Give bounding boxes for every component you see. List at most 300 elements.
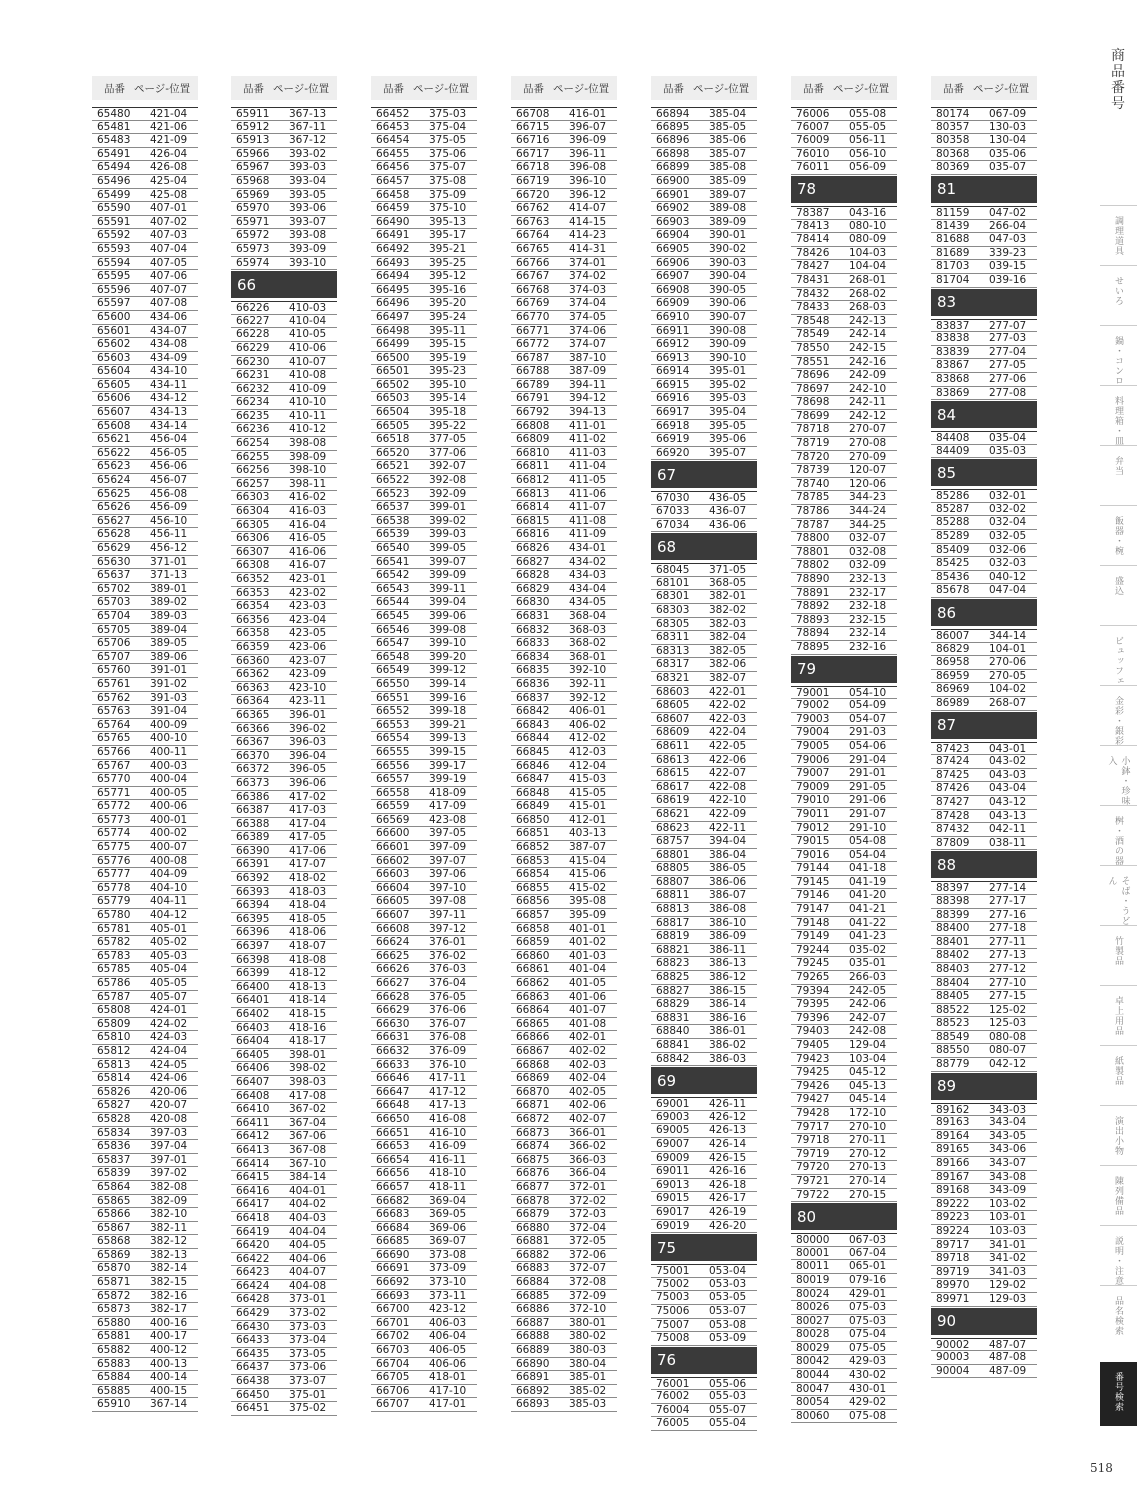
index-row — [511, 1004, 617, 1018]
page-position: 366-01 — [569, 1126, 607, 1139]
page-position: 434-14 — [150, 419, 188, 432]
item-code: 66428 — [236, 1293, 270, 1306]
page-position: 414-15 — [569, 215, 607, 228]
index-row — [371, 121, 477, 135]
index-row — [791, 641, 897, 655]
side-tab[interactable] — [1100, 565, 1137, 626]
item-code: 68317 — [656, 658, 690, 671]
page-position: 421-04 — [150, 108, 188, 120]
page-position: 373-08 — [429, 1248, 467, 1261]
item-code: 66918 — [656, 419, 690, 432]
page-position: 266-03 — [849, 971, 887, 984]
index-row — [931, 530, 1037, 544]
page-position: 382-10 — [150, 1208, 188, 1221]
item-code: 66646 — [376, 1072, 410, 1085]
page-position: 270-11 — [849, 1134, 887, 1147]
index-row — [511, 433, 617, 447]
index-row — [92, 1290, 198, 1304]
index-row — [511, 895, 617, 909]
page-position: 270-14 — [849, 1174, 887, 1187]
item-code: 80174 — [936, 108, 970, 120]
index-row — [371, 1195, 477, 1209]
item-code: 68617 — [656, 780, 690, 793]
item-code: 65969 — [236, 188, 270, 201]
item-code: 65865 — [97, 1194, 131, 1207]
page-position: 373-10 — [429, 1276, 467, 1289]
index-row — [371, 624, 477, 638]
index-row — [511, 827, 617, 841]
item-code: 65828 — [97, 1112, 131, 1125]
index-row — [931, 445, 1037, 459]
page-position: 417-03 — [289, 804, 327, 817]
side-tab[interactable] — [1100, 505, 1137, 566]
page-position: 426-19 — [709, 1205, 747, 1218]
index-row — [511, 1344, 617, 1358]
index-row — [371, 678, 477, 692]
index-row — [511, 1127, 617, 1141]
item-code: 66682 — [376, 1194, 410, 1207]
item-code: 66503 — [376, 392, 410, 405]
item-code: 85287 — [936, 502, 970, 515]
index-row — [511, 692, 617, 706]
index-row — [511, 284, 617, 298]
index-row — [371, 583, 477, 597]
item-code: 66236 — [236, 423, 270, 436]
index-row — [371, 1276, 477, 1290]
page-position: 395-05 — [709, 419, 747, 432]
page-position: 395-14 — [429, 392, 467, 405]
side-tab[interactable] — [1100, 1105, 1137, 1166]
index-row — [791, 740, 897, 754]
index-row — [931, 247, 1037, 261]
side-tab[interactable] — [1100, 985, 1137, 1046]
index-row — [651, 1305, 757, 1319]
index-row — [791, 519, 897, 533]
index-row — [651, 379, 757, 393]
index-row — [931, 755, 1037, 769]
index-row — [231, 627, 337, 641]
side-tab[interactable] — [1100, 385, 1137, 446]
item-code: 66877 — [516, 1180, 550, 1193]
item-code: 65483 — [97, 134, 131, 147]
item-code: 66842 — [516, 705, 550, 718]
item-code: 68611 — [656, 739, 690, 752]
index-row — [371, 841, 477, 855]
index-row — [371, 488, 477, 502]
item-code: 68311 — [656, 631, 690, 644]
page-position: 270-06 — [989, 656, 1027, 669]
page-position: 054-10 — [849, 686, 887, 699]
index-row — [931, 643, 1037, 657]
side-tab[interactable] — [1100, 1225, 1137, 1286]
item-code: 66399 — [236, 967, 270, 980]
index-row — [791, 1355, 897, 1369]
item-code: 65590 — [97, 202, 131, 215]
page-position: 407-02 — [150, 215, 188, 228]
item-code: 79012 — [796, 821, 830, 834]
index-row — [231, 1049, 337, 1063]
index-row — [92, 1140, 198, 1154]
side-tab[interactable] — [1100, 925, 1137, 986]
page-position: 372-01 — [569, 1180, 607, 1193]
page-position: 372-04 — [569, 1221, 607, 1234]
page-position: 415-01 — [569, 800, 607, 813]
page-position: 423-03 — [289, 600, 327, 613]
index-row — [371, 1398, 477, 1412]
page-position: 391-01 — [150, 664, 188, 677]
item-code: 65774 — [97, 827, 131, 840]
page-position: 397-06 — [429, 868, 467, 881]
page-position: 407-04 — [150, 242, 188, 255]
index-row — [371, 284, 477, 298]
index-row — [92, 257, 198, 271]
index-row — [511, 719, 617, 733]
index-row — [371, 1344, 477, 1358]
index-row — [231, 614, 337, 628]
index-row — [511, 474, 617, 488]
page-position: 232-15 — [849, 613, 887, 626]
header-code: 品番 — [943, 82, 964, 95]
item-code: 65593 — [97, 242, 131, 255]
item-code: 66396 — [236, 926, 270, 939]
page-position: 422-01 — [709, 685, 747, 698]
side-tab[interactable] — [1100, 265, 1137, 326]
item-code: 80019 — [796, 1273, 830, 1286]
page-position: 032-03 — [989, 557, 1027, 570]
index-row — [931, 1044, 1037, 1058]
index-row — [511, 1018, 617, 1032]
item-code: 66854 — [516, 868, 550, 881]
item-code: 65866 — [97, 1208, 131, 1221]
index-row — [92, 325, 198, 339]
page-position: 400-08 — [150, 854, 188, 867]
index-row — [511, 1276, 617, 1290]
index-row — [231, 1321, 337, 1335]
page-position: 376-04 — [429, 977, 467, 989]
page-position: 382-06 — [709, 658, 747, 671]
index-row — [931, 1239, 1037, 1253]
page-position: 385-09 — [709, 174, 747, 187]
item-code: 68811 — [656, 889, 690, 902]
item-code: 66391 — [236, 858, 270, 871]
index-row — [651, 944, 757, 958]
item-code: 66883 — [516, 1262, 550, 1275]
item-code: 78548 — [796, 314, 830, 327]
page-position: 436-06 — [709, 518, 747, 531]
page-position: 041-19 — [849, 875, 887, 888]
index-row — [511, 787, 617, 801]
page-position: 377-05 — [429, 433, 467, 446]
index-row — [92, 936, 198, 950]
item-code: 65600 — [97, 310, 131, 323]
page-position: 366-03 — [569, 1153, 607, 1166]
item-code: 80001 — [796, 1246, 830, 1259]
index-row — [92, 447, 198, 461]
item-code: 66816 — [516, 528, 550, 541]
item-code: 66411 — [236, 1116, 270, 1129]
item-code: 79147 — [796, 903, 830, 916]
index-row — [791, 206, 897, 220]
side-tab[interactable] — [1100, 745, 1137, 806]
group-heading: 85 — [931, 459, 1037, 486]
page-position: 395-02 — [709, 378, 747, 391]
index-row — [791, 573, 897, 587]
index-row — [511, 950, 617, 964]
page-position: 456-12 — [150, 542, 188, 554]
page-position: 397-04 — [150, 1140, 188, 1153]
index-row — [791, 627, 897, 641]
index-row — [651, 175, 757, 189]
page-position: 387-09 — [569, 365, 607, 378]
item-code: 66859 — [516, 936, 550, 949]
index-row — [231, 587, 337, 601]
item-code: 80024 — [796, 1287, 830, 1300]
item-code: 65761 — [97, 677, 131, 690]
page-position: 417-07 — [289, 858, 327, 871]
side-tab[interactable] — [1100, 625, 1137, 686]
page-position: 422-06 — [709, 753, 747, 766]
index-row — [931, 373, 1037, 387]
item-code: 81689 — [936, 246, 970, 259]
item-code: 65787 — [97, 990, 131, 1003]
item-code: 66420 — [236, 1239, 270, 1252]
item-code: 65627 — [97, 514, 131, 527]
side-tab[interactable] — [1100, 445, 1137, 506]
side-tab[interactable] — [1100, 205, 1137, 266]
index-row — [371, 1045, 477, 1059]
page-position: 411-02 — [569, 433, 607, 446]
item-code: 86007 — [936, 630, 970, 643]
page-position: 410-04 — [289, 314, 327, 327]
index-row — [231, 1266, 337, 1280]
page-position: 405-01 — [150, 922, 188, 935]
item-code: 68303 — [656, 604, 690, 616]
index-row — [92, 175, 198, 189]
item-code: 79144 — [796, 862, 830, 875]
index-row — [511, 1249, 617, 1263]
index-row — [511, 202, 617, 216]
item-code: 66814 — [516, 501, 550, 514]
page-position: 418-13 — [289, 980, 327, 993]
index-row — [92, 991, 198, 1005]
item-code: 86958 — [936, 656, 970, 669]
page-position: 232-16 — [849, 640, 887, 653]
item-code: 66896 — [656, 134, 690, 147]
item-code: 86829 — [936, 642, 970, 655]
page-position: 416-04 — [289, 518, 327, 531]
item-code: 90004 — [936, 1364, 970, 1377]
page-position: 382-05 — [709, 644, 747, 657]
index-row — [231, 641, 337, 655]
page-position: 041-20 — [849, 889, 887, 902]
item-code: 66607 — [376, 909, 410, 922]
page-position: 396-10 — [569, 174, 607, 187]
item-code: 65608 — [97, 419, 131, 432]
page-position: 047-02 — [989, 206, 1027, 219]
index-row — [511, 1290, 617, 1304]
index-row — [791, 1053, 897, 1067]
index-row — [371, 134, 477, 148]
item-code: 66429 — [236, 1307, 270, 1320]
page-position: 407-05 — [150, 256, 188, 269]
index-row — [931, 1225, 1037, 1239]
index-row — [651, 1390, 757, 1404]
page-position: 411-04 — [569, 460, 607, 473]
index-row — [92, 1181, 198, 1195]
page-position: 172-10 — [849, 1106, 887, 1119]
index-row — [651, 971, 757, 985]
page-position: 376-05 — [429, 990, 467, 1003]
side-tab-label: 飯器・椀 — [1113, 516, 1123, 556]
page-position: 038-11 — [989, 836, 1027, 849]
item-code: 66406 — [236, 1062, 270, 1075]
item-code: 87809 — [936, 836, 970, 849]
page-position: 039-16 — [989, 273, 1027, 286]
side-tab[interactable] — [1100, 685, 1137, 746]
page-position: 410-09 — [289, 382, 327, 395]
item-code: 78891 — [796, 586, 830, 599]
index-row — [931, 1365, 1037, 1379]
item-code: 66227 — [236, 314, 270, 327]
item-code: 66538 — [376, 514, 410, 527]
index-row — [651, 618, 757, 632]
item-code: 66504 — [376, 406, 410, 419]
page-position: 416-11 — [429, 1153, 467, 1166]
index-row — [371, 1154, 477, 1168]
item-code: 88550 — [936, 1044, 970, 1057]
index-row — [371, 1031, 477, 1045]
index-row — [791, 849, 897, 863]
index-row — [651, 1053, 757, 1067]
side-tab[interactable] — [1100, 1285, 1137, 1358]
item-code: 66364 — [236, 695, 270, 708]
item-code: 66407 — [236, 1075, 270, 1088]
page-position: 032-01 — [989, 490, 1027, 503]
index-row — [931, 697, 1037, 711]
page-position: 400-06 — [150, 800, 188, 813]
index-row — [231, 478, 337, 492]
index-row — [511, 556, 617, 570]
index-row — [231, 913, 337, 927]
index-row — [791, 220, 897, 234]
index-row — [931, 121, 1037, 135]
item-code: 89168 — [936, 1184, 970, 1197]
item-code: 65814 — [97, 1072, 131, 1085]
item-code: 66352 — [236, 573, 270, 585]
item-code: 66413 — [236, 1143, 270, 1156]
index-row — [651, 1152, 757, 1166]
index-row — [92, 1045, 198, 1059]
index-row — [791, 1039, 897, 1053]
page-position: 371-05 — [709, 564, 747, 577]
item-code: 89224 — [936, 1225, 970, 1237]
item-code: 66831 — [516, 609, 550, 622]
page-position: 341-01 — [989, 1238, 1027, 1251]
item-code: 76011 — [796, 161, 830, 174]
index-row — [931, 936, 1037, 950]
index-row — [371, 1086, 477, 1100]
page-position: 434-09 — [150, 351, 188, 364]
item-code: 66691 — [376, 1262, 410, 1275]
item-code: 66627 — [376, 977, 410, 989]
item-code: 66229 — [236, 341, 270, 354]
item-code: 66846 — [516, 759, 550, 772]
side-tab[interactable] — [1100, 325, 1137, 386]
item-code: 66459 — [376, 202, 410, 215]
index-row — [92, 311, 198, 325]
page-position: 434-06 — [150, 310, 188, 323]
index-row — [931, 1171, 1037, 1185]
side-tab[interactable] — [1100, 1045, 1137, 1106]
item-code: 66235 — [236, 409, 270, 422]
page-position: 418-01 — [429, 1371, 467, 1384]
side-tab[interactable] — [1100, 805, 1137, 866]
page-position: 404-05 — [289, 1239, 327, 1252]
index-row — [371, 107, 477, 121]
page-position: 368-01 — [569, 650, 607, 663]
item-code: 66549 — [376, 664, 410, 677]
item-code: 66521 — [376, 460, 410, 473]
page-position: 412-01 — [569, 813, 607, 826]
index-row — [92, 1113, 198, 1127]
item-code: 66893 — [516, 1398, 550, 1411]
item-code: 66657 — [376, 1180, 410, 1193]
page-position: 065-01 — [849, 1260, 887, 1273]
item-code: 65491 — [97, 147, 131, 160]
page-position: 380-04 — [569, 1357, 607, 1370]
index-row — [511, 1059, 617, 1073]
index-row — [371, 1222, 477, 1236]
index-row — [791, 754, 897, 768]
page-position: 032-05 — [989, 530, 1027, 543]
item-code: 76004 — [656, 1403, 690, 1416]
index-row — [791, 546, 897, 560]
page-position: 423-04 — [289, 613, 327, 626]
item-code: 66848 — [516, 786, 550, 799]
page-position: 402-07 — [569, 1112, 607, 1125]
index-row — [651, 1319, 757, 1333]
page-position: 399-08 — [429, 623, 467, 636]
item-code: 68619 — [656, 794, 690, 807]
index-row — [371, 610, 477, 624]
page-position: 399-07 — [429, 555, 467, 568]
index-column — [511, 76, 617, 1412]
group-heading: 86 — [931, 599, 1037, 626]
item-code: 66880 — [516, 1221, 550, 1234]
index-row — [791, 274, 897, 288]
page-position: 402-05 — [569, 1085, 607, 1098]
index-row — [791, 161, 897, 175]
side-tab[interactable] — [1100, 1362, 1137, 1426]
item-code: 89971 — [936, 1292, 970, 1305]
index-row — [92, 814, 198, 828]
item-code: 65626 — [97, 501, 131, 514]
page-position: 055-05 — [849, 120, 887, 133]
item-code: 65772 — [97, 800, 131, 813]
page-position: 367-04 — [289, 1116, 327, 1129]
index-row — [651, 148, 757, 162]
page-position: 396-05 — [289, 763, 327, 776]
page-position: 380-02 — [569, 1330, 607, 1343]
index-row — [791, 713, 897, 727]
index-row — [791, 835, 897, 849]
page-position: 414-07 — [569, 202, 607, 215]
side-tab[interactable] — [1100, 1165, 1137, 1226]
item-code: 66853 — [516, 854, 550, 867]
page-position: 043-01 — [989, 742, 1027, 755]
item-code: 65597 — [97, 297, 131, 310]
side-tab[interactable] — [1100, 865, 1137, 926]
